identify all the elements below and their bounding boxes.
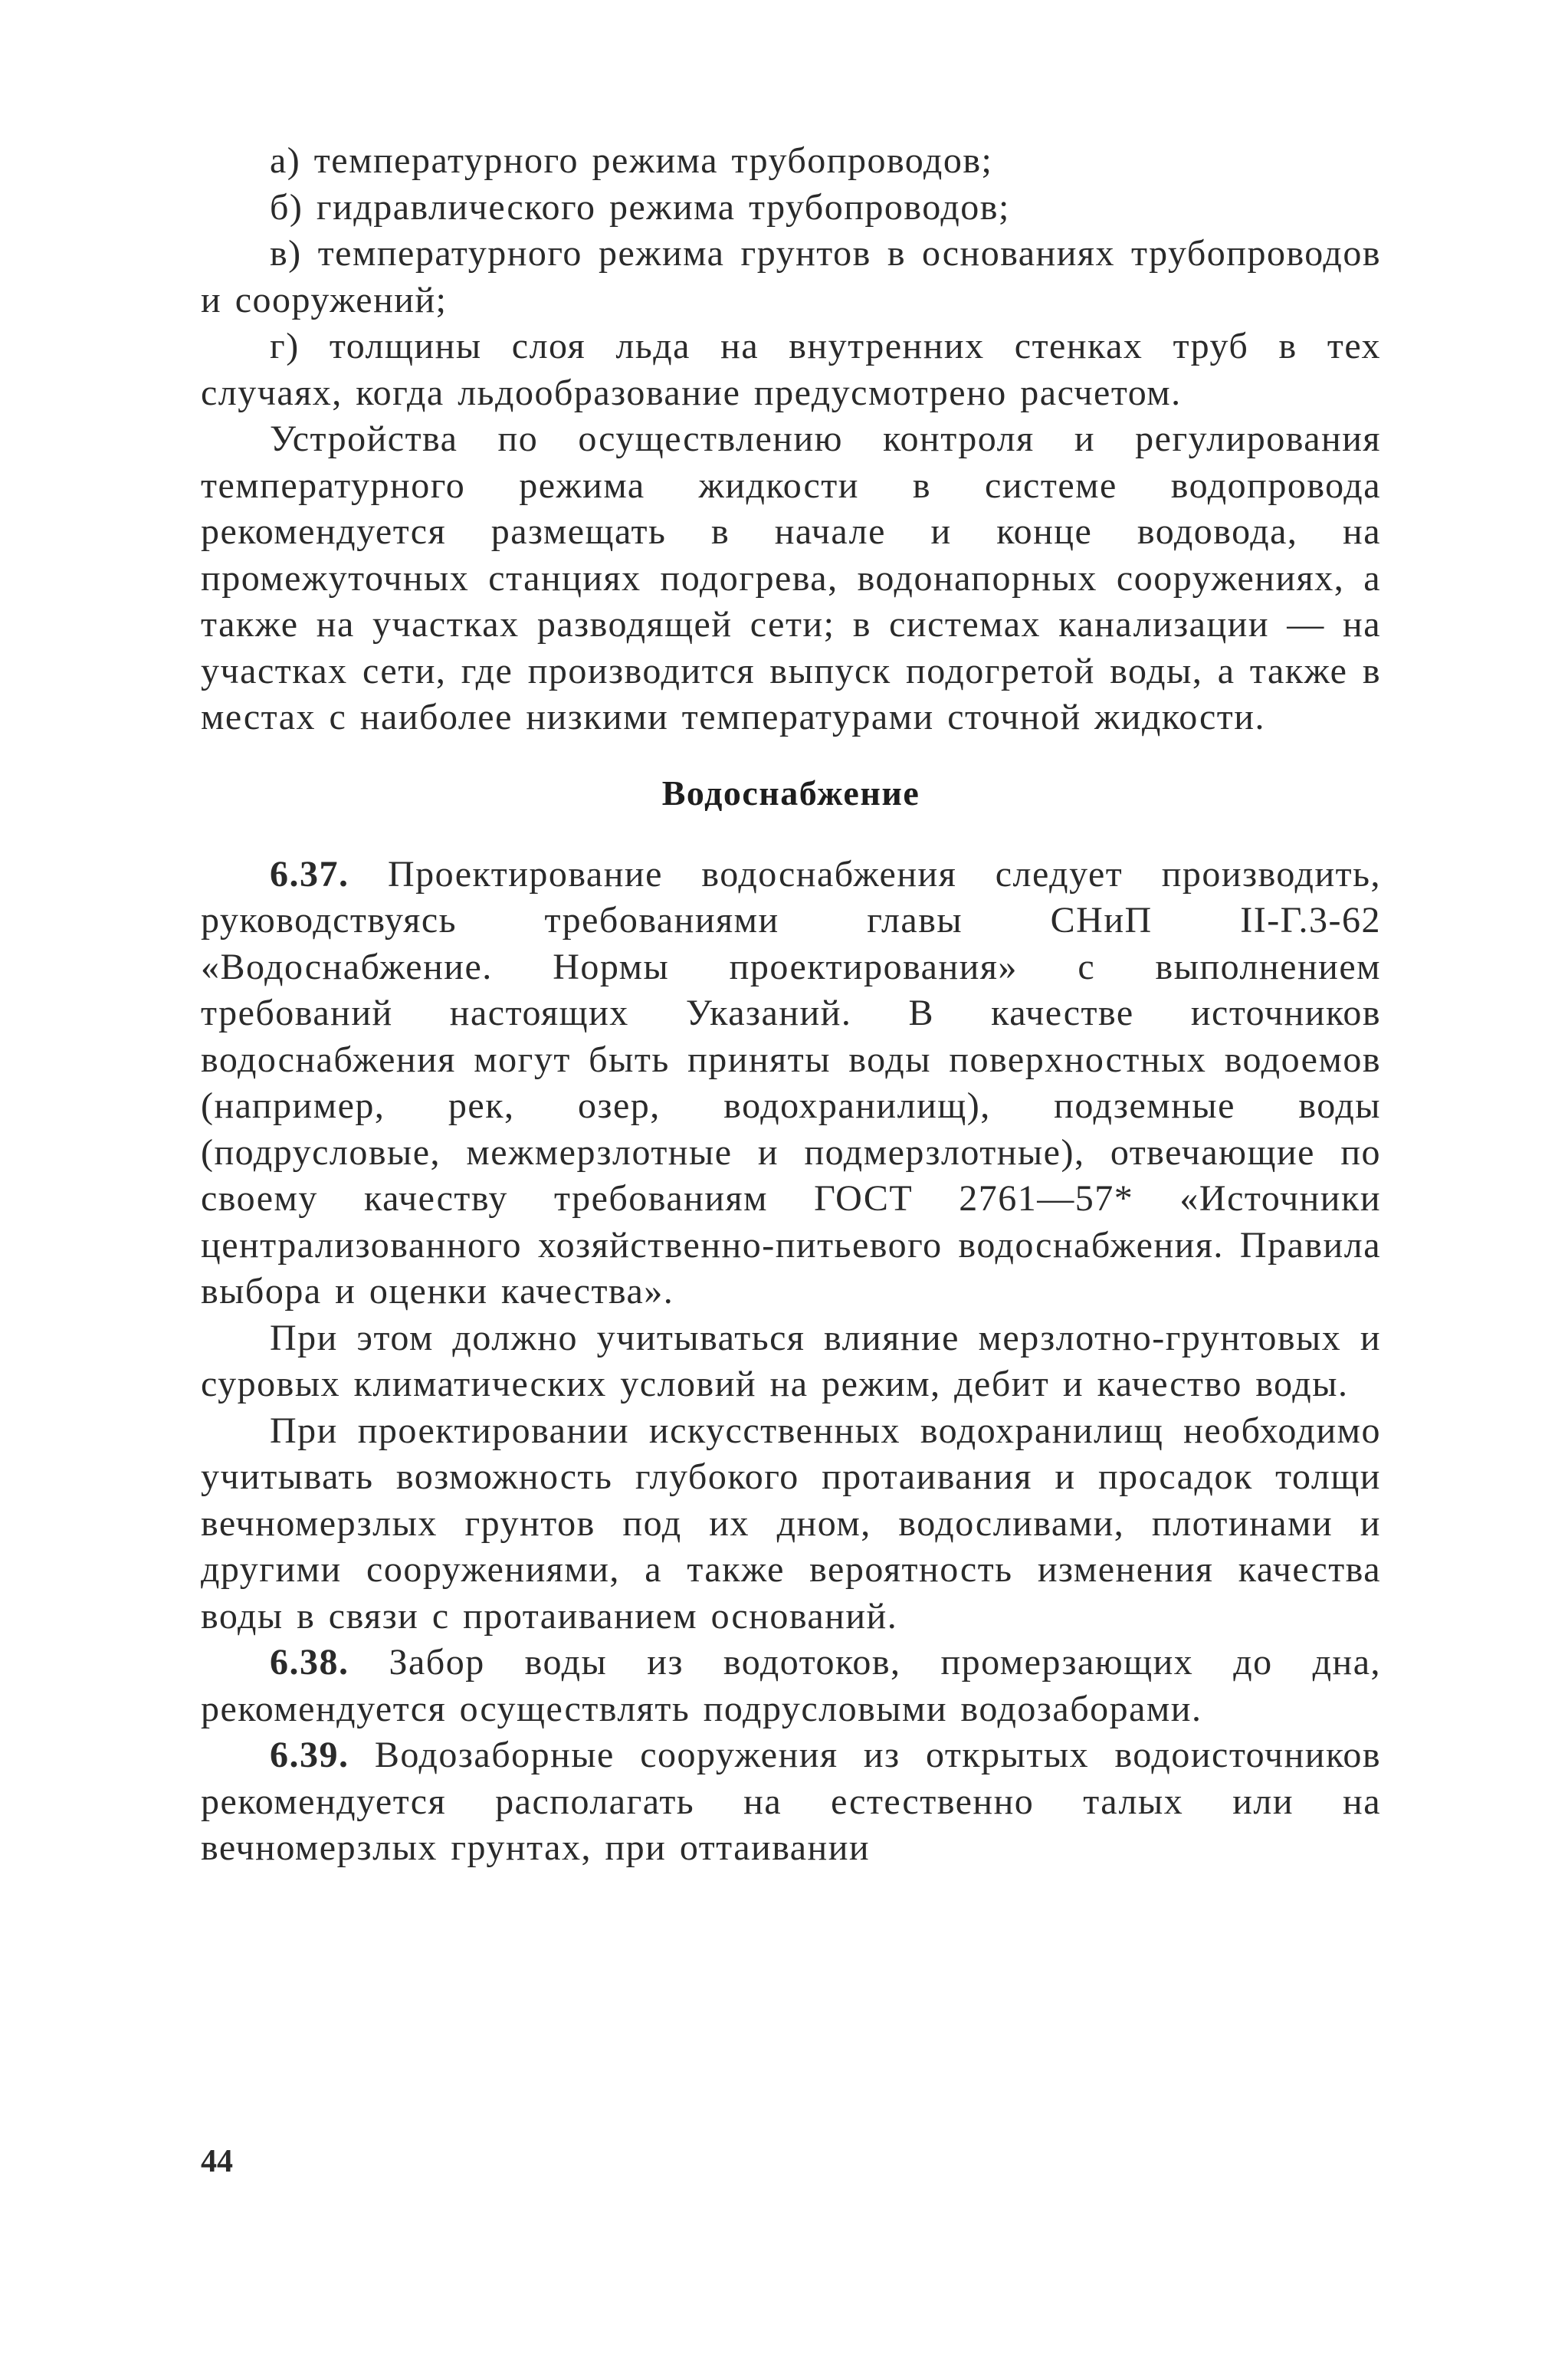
document-page <box>201 138 1381 1872</box>
clause-6-37 <box>201 852 1381 1315</box>
clause-6-39 <box>201 1732 1381 1872</box>
clause-number: 6.39. <box>270 1735 349 1775</box>
clause-text: Проектирование водоснабжения следует производить, руководствуясь требованиями главы СНиП II-Г.3-62 «Водоснабжение. Нормы проектирования» с выполнением требований настоящих Указаний. В качестве источников водоснабжения могут быть приняты воды поверхностных водоемов (например, рек, озер, водохранилищ), подземные воды (подрусловые, межмерзлотные и подмерзлотные), отвечающие по своему качеству требованиям ГОСТ 2761—57* «Источники централизованного хозяйственно-питьевого водоснабжения. Правила выбора и оценки качества». <box>201 853 1381 1312</box>
clause-number: 6.37. <box>270 853 349 895</box>
section-heading: Водоснабжение <box>661 773 920 813</box>
clause-number: 6.38. <box>270 1642 349 1683</box>
list-item-a: а) температурного режима трубопроводов; <box>270 140 993 181</box>
clause-6-38 <box>201 1640 1381 1732</box>
list-item-b: б) гидравлического режима трубопроводов; <box>270 186 1010 228</box>
paragraph-control-devices: Устройства по осуществлению контроля и регулирования температурного режима жидкости в системе водопровода рекомендуется размещать в начале и конце водовода, на промежуточных станциях подогрева, водонапорных сооружениях, а также на участках разводящей сети; в системах канализации — на участках сети, где производится выпуск подогретой воды, а также в местах с наиболее низкими температурами сточной жидкости. <box>201 419 1381 737</box>
clause-text: Забор воды из водотоков, промерзающих до дна, рекомендуется осуществлять подрусловыми водозаборами. <box>201 1642 1381 1729</box>
list-item-v: в) температурного режима грунтов в основаниях трубопроводов и сооружений; <box>201 233 1381 320</box>
paragraph-influence: При этом должно учитываться влияние мерзлотно-грунтовых и суровых климатических условий на режим, дебит и качество воды. <box>201 1317 1381 1404</box>
page-number: 44 <box>201 2144 233 2179</box>
paragraph-reservoirs: При проектировании искусственных водохранилищ необходимо учитывать возможность глубокого протаивания и просадок толщи вечномерзлых грунтов под их дном, водосливами, плотинами и другими сооружениями, а также вероятность изменения качества воды в связи с протаиванием оснований. <box>201 1410 1381 1637</box>
clause-text: Водозаборные сооружения из открытых водоисточников рекомендуется располагать на естественно талых или на вечномерзлых грунтах, при оттаивании <box>201 1735 1381 1868</box>
list-item-g: г) толщины слоя льда на внутренних стенках труб в тех случаях, когда льдообразование предусмотрено расчетом. <box>201 326 1381 413</box>
